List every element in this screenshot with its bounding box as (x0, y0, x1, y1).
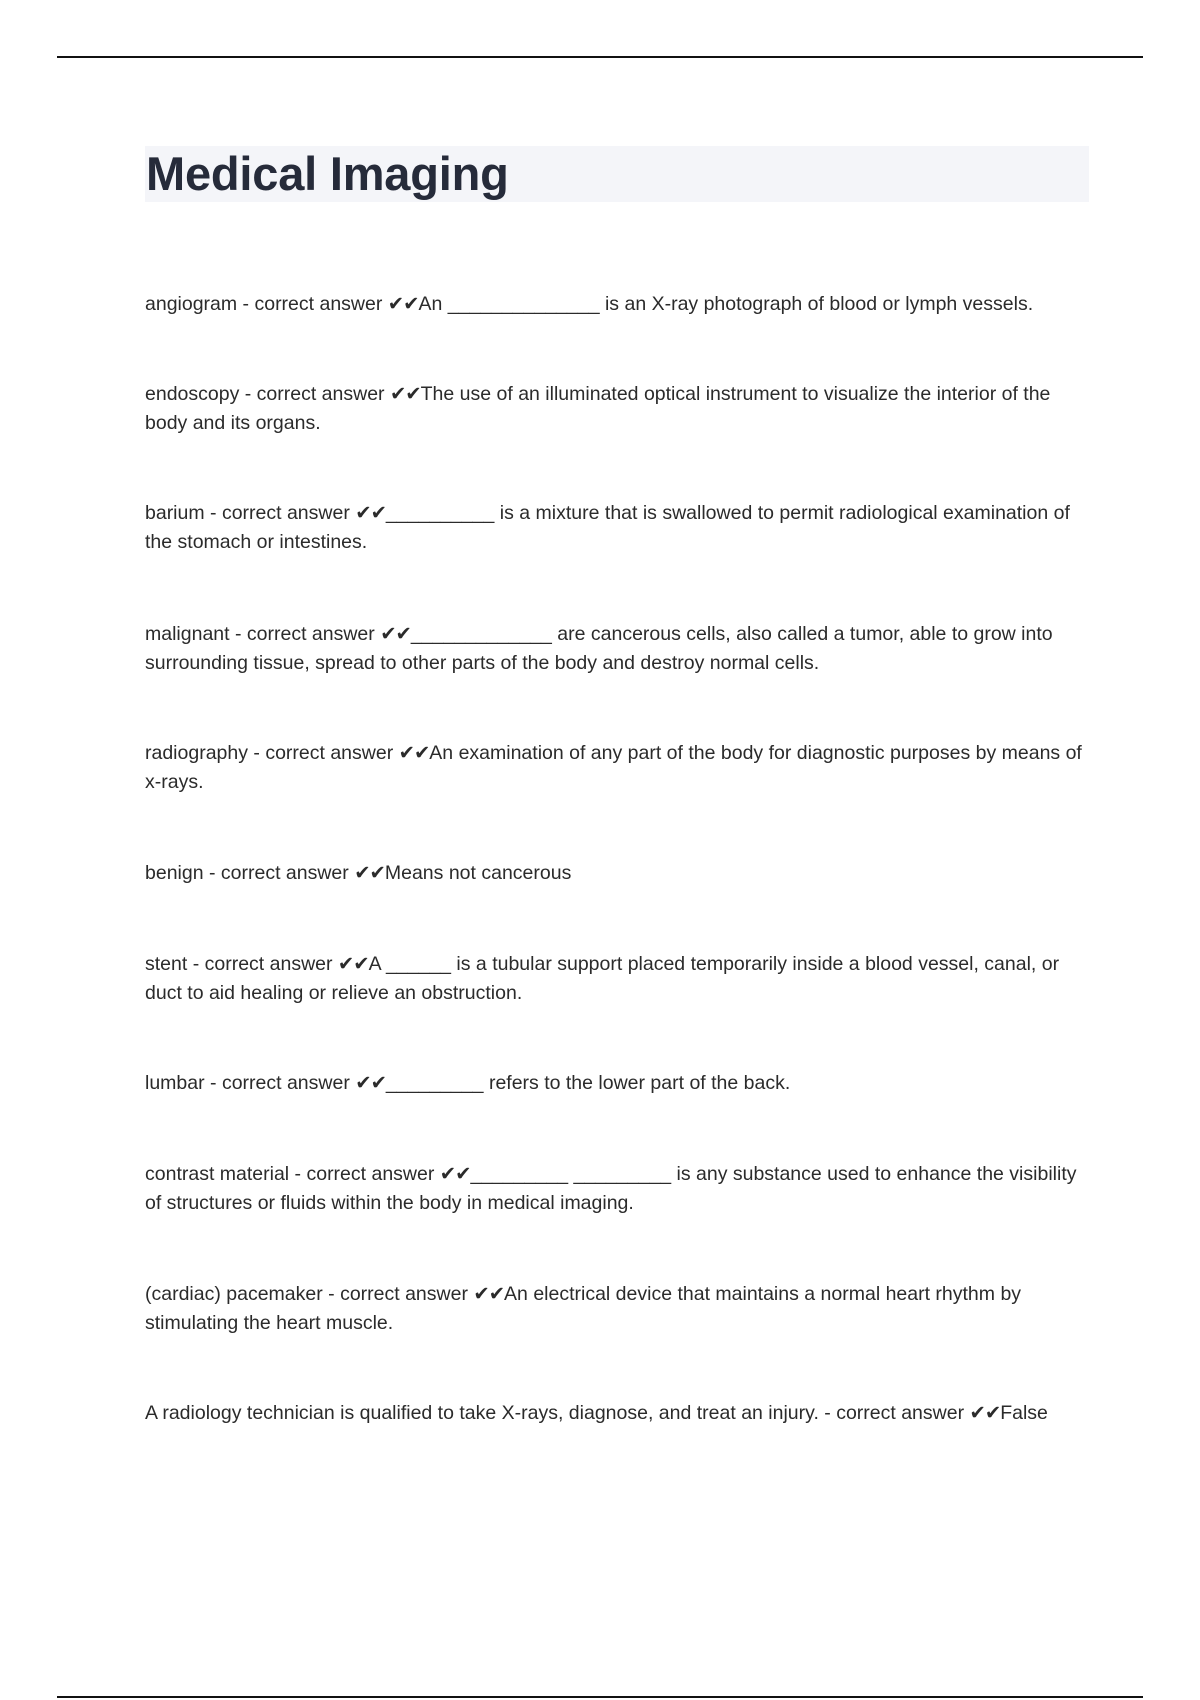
bottom-rule (57, 1696, 1143, 1698)
answer-separator: - correct answer (247, 742, 399, 764)
flashcard-item (145, 1160, 1095, 1218)
checkmark-icon: ✔✔ (337, 953, 369, 975)
answer-separator: - correct answer (203, 862, 355, 884)
term: contrast material (145, 1163, 290, 1185)
answer-separator: - correct answer (818, 1402, 970, 1424)
checkmark-icon: ✔✔ (380, 623, 411, 645)
term: barium (145, 502, 205, 524)
flashcard-item (145, 950, 1095, 1008)
page-title: Medical Imaging (146, 147, 509, 200)
answer: Means not cancerous (384, 862, 572, 884)
checkmark-icon: ✔✔ (355, 1072, 386, 1094)
answer: _________ _________ is any substance used to enhance the visibility of structures or fluids within the body in medical imaging. (145, 1163, 1077, 1214)
term: angiogram (145, 293, 238, 315)
term: stent (145, 953, 188, 975)
answer: An ______________ is an X-ray photograph of blood or lymph vessels. (418, 293, 1034, 315)
checkmark-icon: ✔✔ (398, 742, 430, 764)
answer: The use of an illuminated optical instrument to visualize the interior of the body and its organs. (145, 383, 1051, 434)
answer-separator: - correct answer (229, 623, 381, 645)
checkmark-icon: ✔✔ (439, 1163, 471, 1185)
flashcard-item (145, 859, 1095, 888)
term: radiography (145, 742, 248, 764)
answer: An examination of any part of the body for diagnostic purposes by means of x-rays. (145, 742, 1082, 793)
answer-separator: - correct answer (239, 383, 390, 405)
checkmark-icon: ✔✔ (969, 1402, 1001, 1424)
flashcard-item (145, 620, 1095, 678)
flashcard-item (145, 1280, 1095, 1338)
answer-separator: - correct answer (187, 953, 338, 975)
term: lumbar (145, 1072, 205, 1094)
answer-separator: - correct answer (204, 1072, 356, 1094)
top-rule (57, 56, 1143, 58)
answer-separator: - correct answer (322, 1283, 474, 1305)
answer-separator: - correct answer (237, 293, 388, 315)
checkmark-icon: ✔✔ (354, 862, 385, 884)
checkmark-icon: ✔✔ (389, 383, 421, 405)
answer: False (1000, 1402, 1048, 1424)
answer-separator: - correct answer (289, 1163, 440, 1185)
flashcard-item (145, 1069, 1095, 1098)
answer: A ______ is a tubular support placed temporarily inside a blood vessel, canal, or duct to aid healing or relieve an obstruction. (145, 953, 1060, 1004)
flashcard-item (145, 1399, 1095, 1428)
term: (cardiac) pacemaker (145, 1283, 323, 1305)
flashcard-item (145, 739, 1095, 797)
answer: __________ is a mixture that is swallowed to permit radiological examination of the stomach or intestines. (145, 502, 1070, 553)
flashcard-item (145, 380, 1095, 438)
answer-separator: - correct answer (204, 502, 356, 524)
checkmark-icon: ✔✔ (387, 293, 419, 315)
term: benign (145, 862, 204, 884)
checkmark-icon: ✔✔ (473, 1283, 505, 1305)
term: malignant (145, 623, 230, 645)
term: endoscopy (145, 383, 240, 405)
answer: _____________ are cancerous cells, also called a tumor, able to grow into surrounding tissue, spread to other parts of the body and destroy normal cells. (145, 623, 1053, 674)
checkmark-icon: ✔✔ (355, 502, 386, 524)
answer: An electrical device that maintains a normal heart rhythm by stimulating the heart muscle. (145, 1283, 1022, 1334)
term: A radiology technician is qualified to take X-rays, diagnose, and treat an injury. (145, 1402, 819, 1424)
flashcard-item (145, 290, 1095, 319)
answer: _________ refers to the lower part of the back. (385, 1072, 791, 1094)
flashcard-item (145, 499, 1095, 557)
